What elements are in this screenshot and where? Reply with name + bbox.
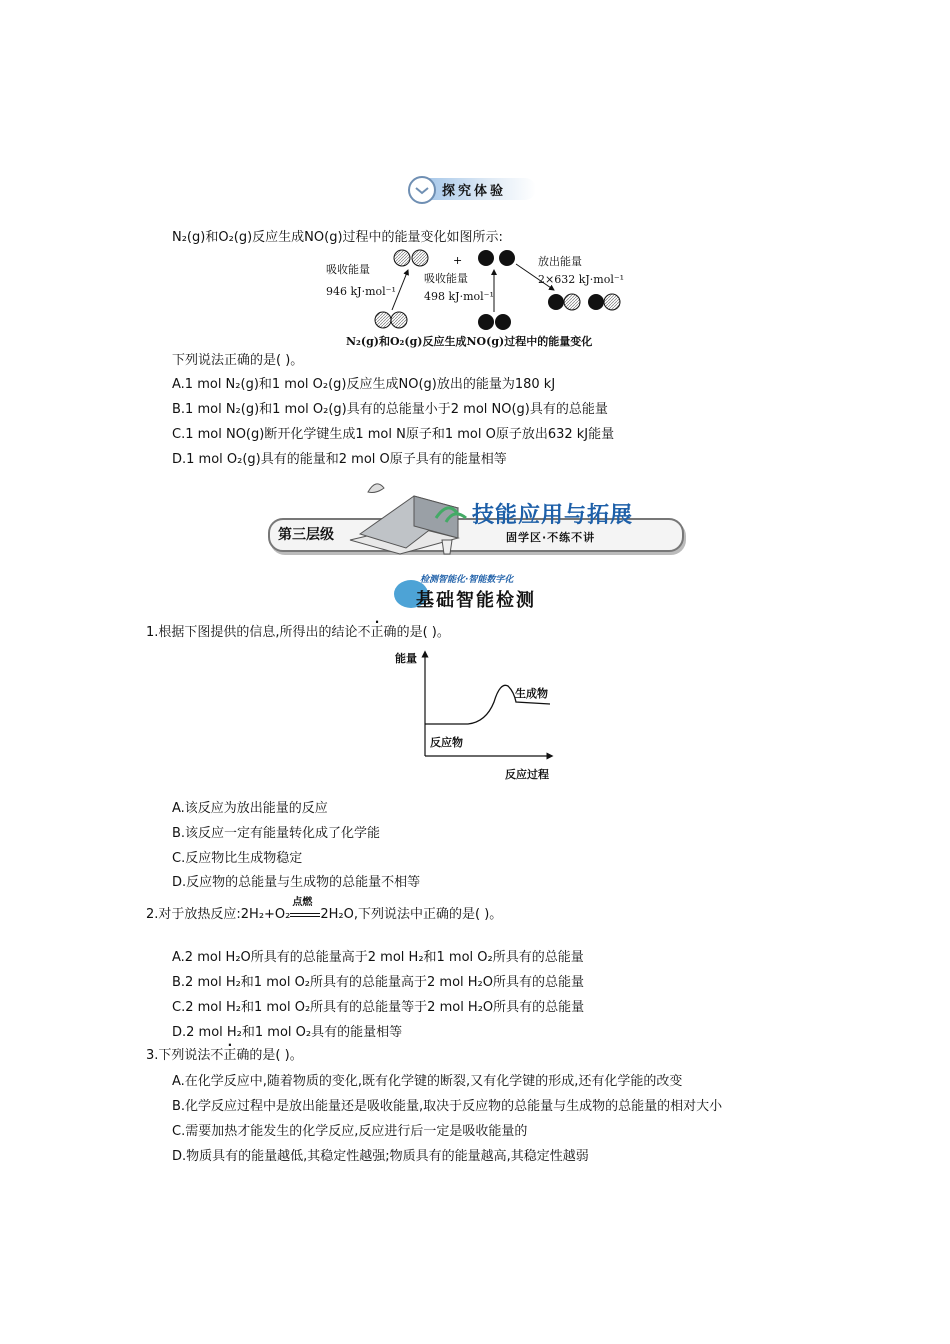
n-atom-top-2 — [412, 250, 428, 266]
no-molecule-1 — [548, 294, 580, 310]
banner-title: 技能应用与拓展 — [472, 503, 634, 528]
option-b: B.1 mol N₂(g)和1 mol O₂(g)具有的总能量小于2 mol NO(g)具有的总能量 — [172, 402, 608, 417]
o2-molecule — [478, 314, 511, 330]
chart-product-label: 生成物 — [515, 687, 548, 700]
q1-option-b: B.该反应一定有能量转化成了化学能 — [172, 826, 381, 841]
section-title-block — [394, 572, 564, 612]
q3-option-a: A.在化学反应中,随着物质的变化,既有化学键的断裂,又有化学键的形成,还有化学能的改变 — [172, 1074, 683, 1089]
q3-option-d: D.物质具有的能量越低,其稳定性越强;物质具有的能量越高,其稳定性越弱 — [172, 1149, 589, 1164]
intro-text: N₂(g)和O₂(g)反应生成NO(g)过程中的能量变化如图所示: — [172, 230, 503, 245]
release-value: 2×632 kJ·mol⁻¹ — [538, 273, 625, 286]
q2-option-d: D.2 mol H₂和1 mol O₂具有的能量相等 — [172, 1025, 403, 1040]
q2-option-b: B.2 mol H₂和1 mol O₂所具有的总能量高于2 mol H₂O所具有的总能量 — [172, 975, 584, 990]
chart-xlabel: 反应过程 — [505, 768, 549, 781]
section-title: 基础智能检测 — [416, 590, 536, 611]
q1-option-d: D.反应物的总能量与生成物的总能量不相等 — [172, 875, 421, 890]
reaction-condition: 点燃 — [290, 908, 320, 922]
q1-option-a: A.该反应为放出能量的反应 — [172, 801, 328, 816]
no-molecule-2 — [588, 294, 620, 310]
option-c: C.1 mol NO(g)断开化学键生成1 mol N原子和1 mol O原子放出632 kJ能量 — [172, 427, 615, 442]
q2-stem: 2.对于放热反应:2H₂+O₂ 点燃 2H₂O,下列说法中正确的是( )。 — [146, 896, 503, 922]
chart-reactant-label: 反应物 — [430, 736, 463, 749]
q3-stem: 3.下列说法不正确的是( )。 — [146, 1048, 303, 1063]
q2-option-c: C.2 mol H₂和1 mol O₂所具有的总能量等于2 mol H₂O所具有的总能量 — [172, 1000, 585, 1015]
absorb1-value: 946 kJ·mol⁻¹ — [326, 285, 396, 298]
badge-title: 探究体验 — [442, 184, 507, 199]
release-label: 放出能量 — [538, 255, 582, 268]
q1-stem: 1.根据下图提供的信息,所得出的结论不正确的是( )。 — [146, 625, 450, 640]
section-subtitle: 检测智能化·智能数字化 — [420, 575, 514, 585]
banner-level: 第三层级 — [278, 527, 334, 543]
q3-emphasis: 不正确 — [210, 1048, 250, 1063]
q2-option-a: A.2 mol H₂O所具有的总能量高于2 mol H₂和1 mol O₂所具有的总能量 — [172, 950, 584, 965]
q3-option-b: B.化学反应过程中是放出能量还是吸收能量,取决于反应物的总能量与生成物的总能量的相对大小 — [172, 1099, 723, 1114]
section-badge — [408, 176, 536, 202]
n-atom-top-1 — [394, 250, 410, 266]
question-stem: 下列说法正确的是( )。 — [172, 353, 304, 368]
clock-icon — [408, 176, 436, 204]
absorb2-label: 吸收能量 — [424, 272, 468, 285]
banner-subtitle: 固学区·不练不讲 — [506, 531, 596, 544]
q1-option-c: C.反应物比生成物稳定 — [172, 851, 303, 866]
absorb1-label: 吸收能量 — [326, 263, 370, 276]
n2-molecule — [375, 312, 407, 328]
option-a: A.1 mol N₂(g)和1 mol O₂(g)反应生成NO(g)放出的能量为180 kJ — [172, 377, 556, 392]
chart-ylabel: 能量 — [395, 652, 417, 665]
o-atom-top-1 — [478, 250, 494, 266]
q1-emphasis: 不正确 — [357, 625, 397, 640]
book-plant-illustration — [340, 478, 480, 558]
option-d: D.1 mol O₂(g)具有的能量和2 mol O原子具有的能量相等 — [172, 452, 507, 467]
q3-option-c: C.需要加热才能发生的化学反应,反应进行后一定是吸收能量的 — [172, 1124, 528, 1139]
plus-sign: + — [453, 254, 463, 267]
diagram-caption: N₂(g)和O₂(g)反应生成NO(g)过程中的能量变化 — [346, 335, 593, 348]
absorb2-value: 498 kJ·mol⁻¹ — [424, 290, 494, 303]
o-atom-top-2 — [499, 250, 515, 266]
